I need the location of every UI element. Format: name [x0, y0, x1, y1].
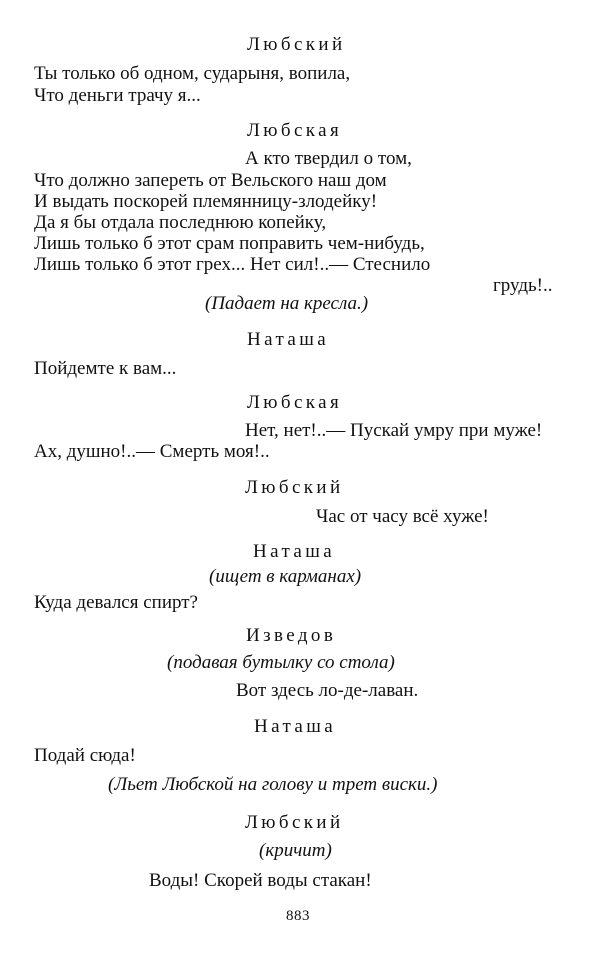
stage-direction: (кричит): [259, 840, 332, 861]
verse-line: Лишь только б этот грех... Нет сил!..— Стеснило: [34, 254, 431, 275]
verse-line: Воды! Скорей воды стакан!: [149, 870, 372, 891]
speaker-name: Любский: [247, 34, 346, 55]
verse-line: Нет, нет!..— Пускай умру при муже!: [245, 420, 543, 441]
stage-direction: (Падает на кресла.): [205, 293, 369, 314]
verse-line: грудь!..: [493, 275, 553, 296]
verse-line: Что деньги трачу я...: [34, 85, 201, 106]
speaker-name: Наташа: [253, 541, 336, 562]
verse-line: Ах, душно!..— Смерть моя!..: [34, 441, 270, 462]
verse-line: Ты только об одном, сударыня, вопила,: [34, 63, 351, 84]
verse-line: Вот здесь ло-де-лаван.: [236, 680, 419, 701]
speaker-name: Наташа: [247, 329, 330, 350]
speaker-name: Любский: [245, 812, 344, 833]
verse-line: Куда девался спирт?: [34, 592, 198, 613]
speaker-name: Наташа: [254, 716, 337, 737]
stage-direction: (Льет Любской на голову и трет виски.): [108, 774, 438, 795]
stage-direction: (ищет в карманах): [209, 566, 362, 587]
speaker-name: Любская: [247, 392, 343, 413]
stage-direction: (подавая бутылку со стола): [167, 652, 395, 673]
verse-line: Что должно запереть от Вельского наш дом: [34, 170, 387, 191]
page-number: 883: [286, 908, 310, 924]
verse-line: Да я бы отдала последнюю копейку,: [34, 212, 327, 233]
verse-line: Лишь только б этот срам поправить чем-нибудь,: [34, 233, 425, 254]
speaker-name: Любский: [245, 477, 344, 498]
verse-line: И выдать поскорей племянницу-злодейку!: [34, 191, 378, 212]
speaker-name: Любская: [247, 120, 343, 141]
verse-line: А кто твердил о том,: [245, 148, 412, 169]
verse-line: Подай сюда!: [34, 745, 136, 766]
verse-line: Пойдемте к вам...: [34, 358, 177, 379]
verse-line: Час от часу всё хуже!: [316, 506, 489, 527]
speaker-name: Изведов: [246, 625, 337, 646]
